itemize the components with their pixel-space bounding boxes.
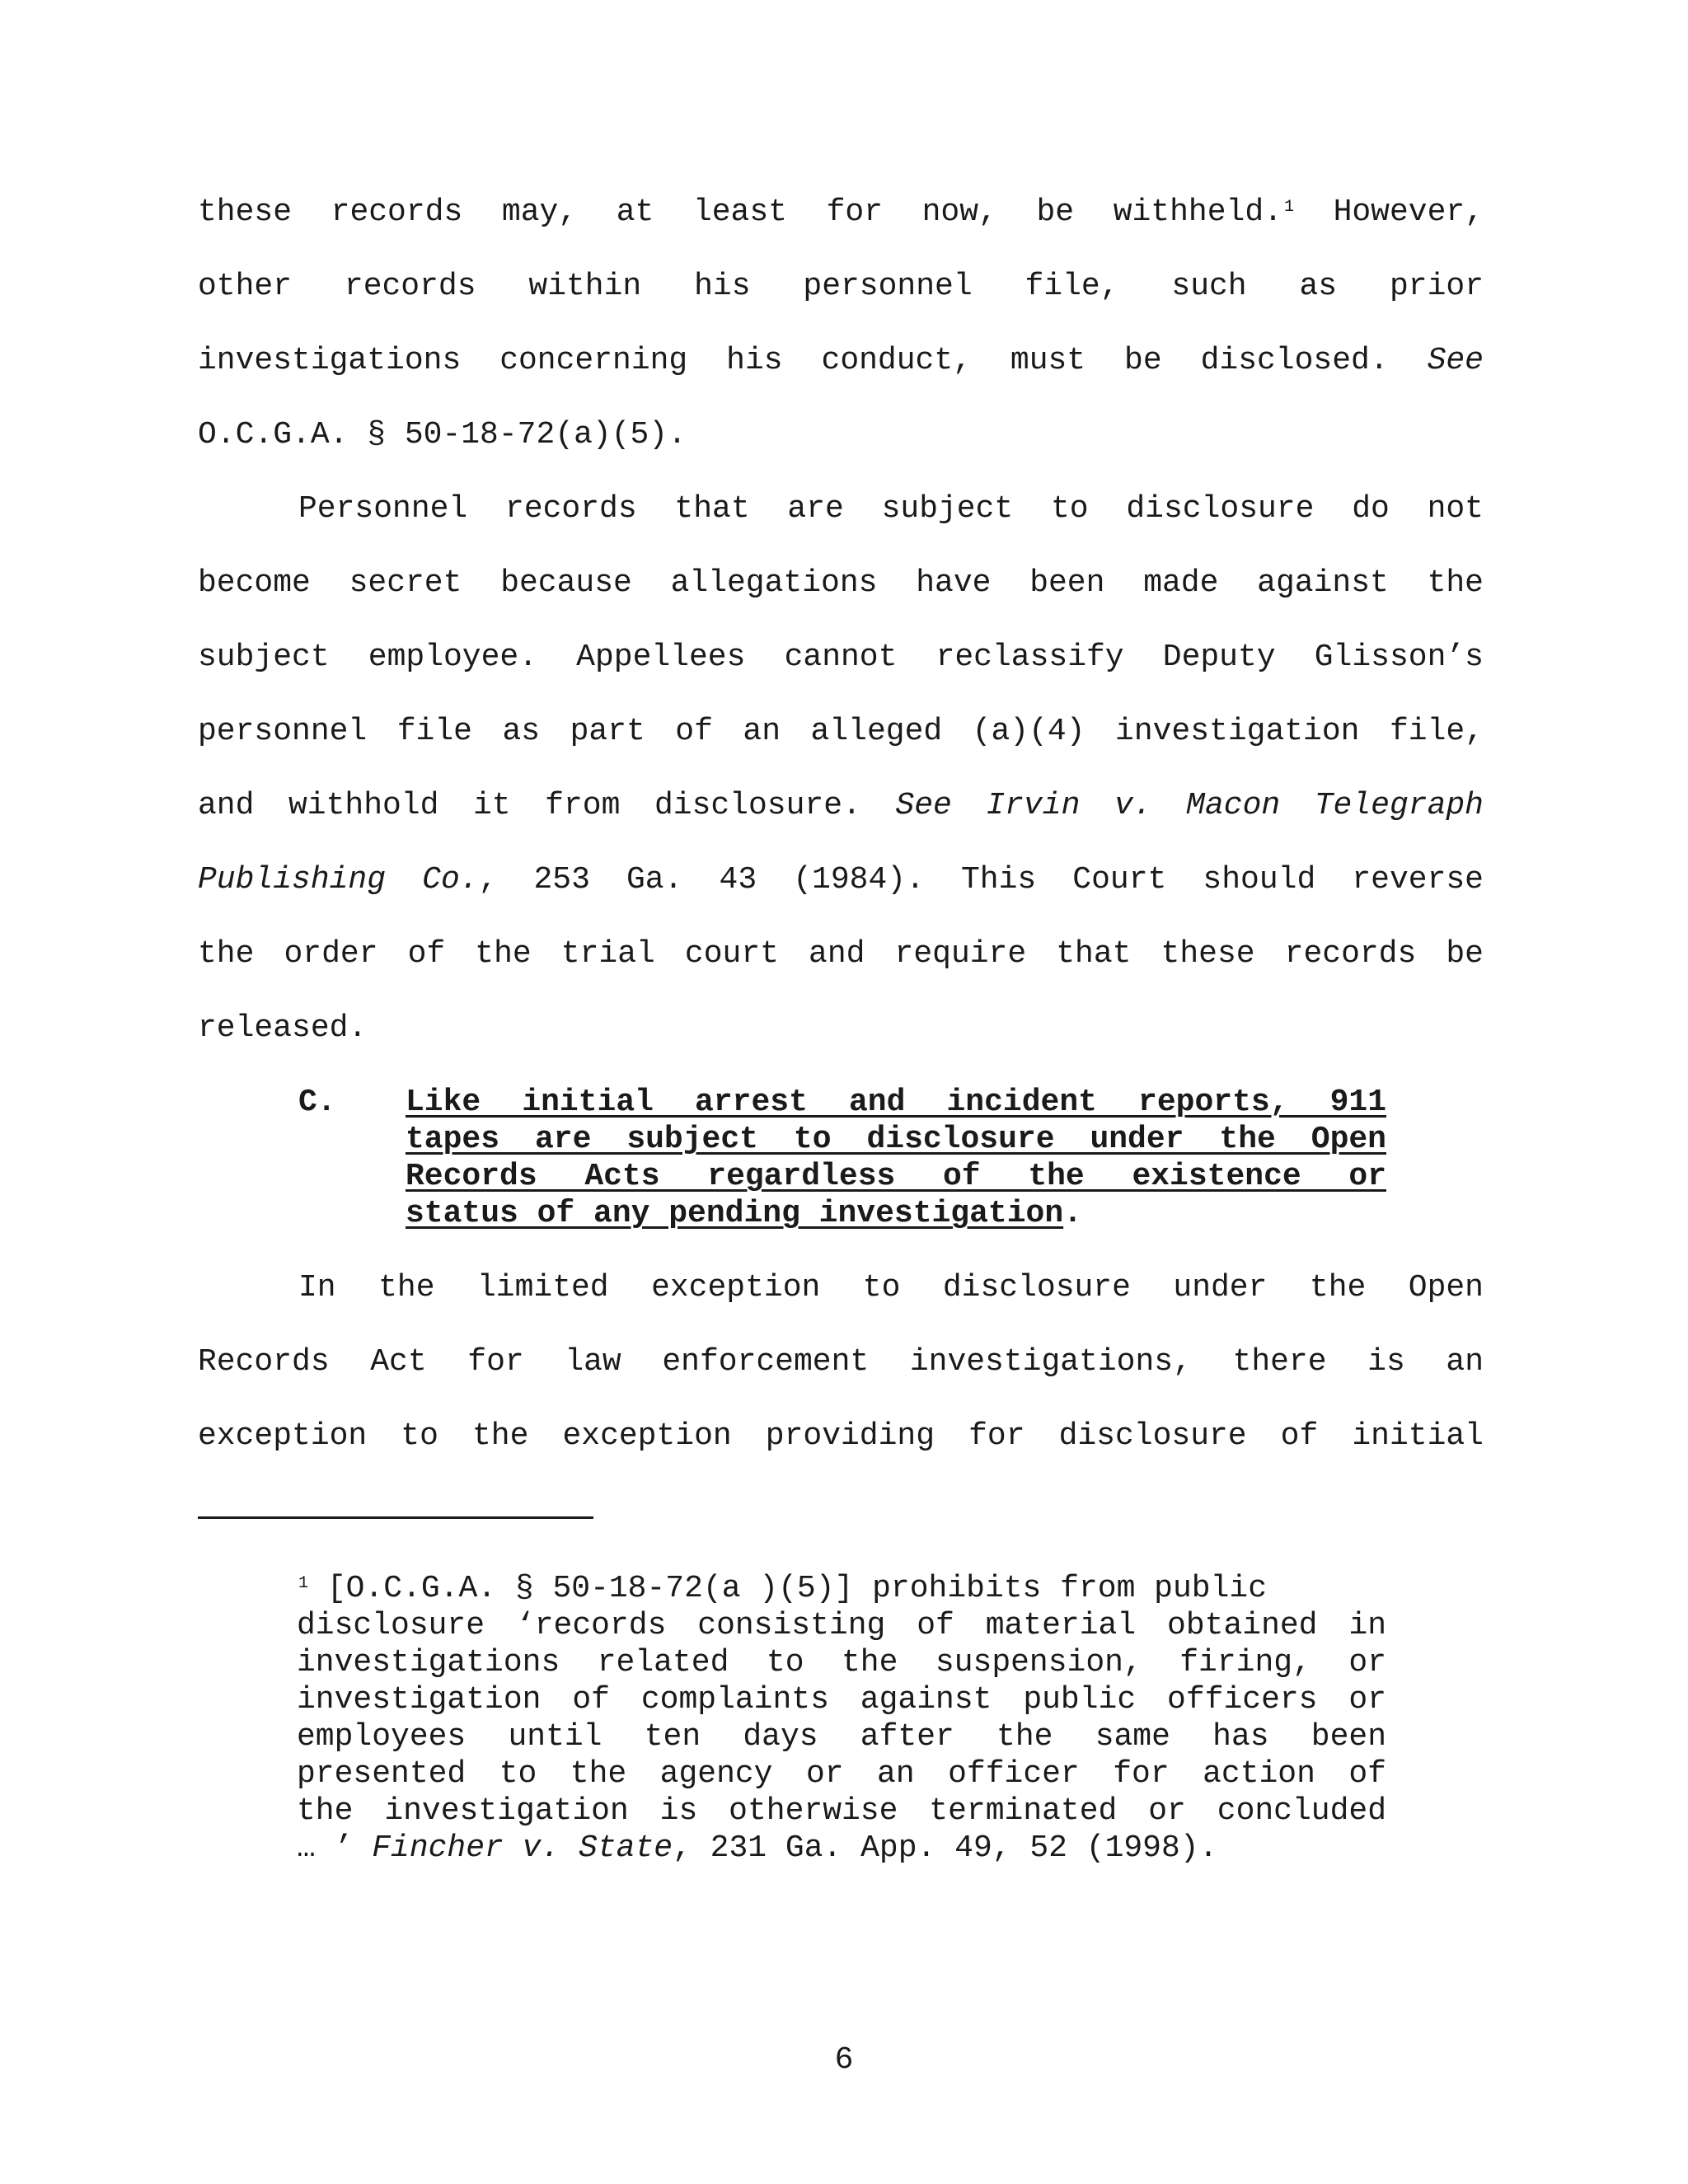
section-heading-line-1: Like initial arrest and incident reports, 911 (406, 1085, 1386, 1120)
body-line-3: investigations concerning his conduct, must be disclosed. See (198, 343, 1484, 378)
body-line-7: subject employee. Appellees cannot reclassify Deputy Glisson’s (198, 640, 1484, 675)
footnote-line-6: presented to the agency or an officer for action of (297, 1756, 1386, 1792)
body-line-14: Records Act for law enforcement investigations, there is an (198, 1344, 1484, 1380)
body-line-6: become secret because allegations have been made against the (198, 565, 1484, 601)
section-heading-line-4: status of any pending investigation. (406, 1196, 1082, 1231)
footnote-line-7: the investigation is otherwise terminated or concluded (297, 1793, 1386, 1829)
body-line-13: In the limited exception to disclosure under the Open (298, 1270, 1484, 1305)
footnote-line-1: $^1$ [O.C.G.A. § 50-18-72(a )(5)] prohibits from public (298, 1571, 1268, 1606)
body-line-11: the order of the trial court and require that these records be (198, 936, 1484, 972)
footnote-line-4: investigation of complaints against public officers or (297, 1682, 1386, 1718)
footnote-separator (198, 1516, 593, 1519)
footnote-line-8: … ’ Fincher v. State, 231 Ga. App. 49, 52 (1998). (297, 1830, 1218, 1866)
footnote-line-3: investigations related to the suspension, firing, or (297, 1645, 1386, 1680)
body-line-12: released. (198, 1010, 368, 1046)
section-letter: C. (298, 1085, 336, 1120)
body-line-4: O.C.G.A. § 50-18-72(a)(5). (198, 417, 687, 452)
footnote-line-5: employees until ten days after the same has been (297, 1719, 1386, 1755)
body-line-15: exception to the exception providing for disclosure of initial (198, 1418, 1484, 1454)
body-line-8: personnel file as part of an alleged (a)(4) investigation file, (198, 714, 1484, 749)
body-line-1: these records may, at least for now, be withheld. $^1$ However, (198, 194, 1484, 230)
section-heading-line-3: Records Acts regardless of the existence or (406, 1159, 1386, 1194)
body-line-9: and withhold it from disclosure. See Irvin v. Macon Telegraph (198, 788, 1484, 823)
body-line-10: Publishing Co., 253 Ga. 43 (1984). This Court should reverse (198, 862, 1484, 898)
section-heading-line-2: tapes are subject to disclosure under the Open (406, 1122, 1386, 1157)
footnote-reference[interactable]: 1 (1283, 198, 1294, 217)
body-line-5: Personnel records that are subject to disclosure do not (298, 491, 1484, 527)
body-line-2: other records within his personnel file, such as prior (198, 269, 1484, 304)
footnote-line-2: disclosure ‘records consisting of material obtained in (297, 1608, 1386, 1643)
page-number: 6 (834, 2042, 854, 2078)
footnote-mark: 1 (298, 1574, 309, 1593)
